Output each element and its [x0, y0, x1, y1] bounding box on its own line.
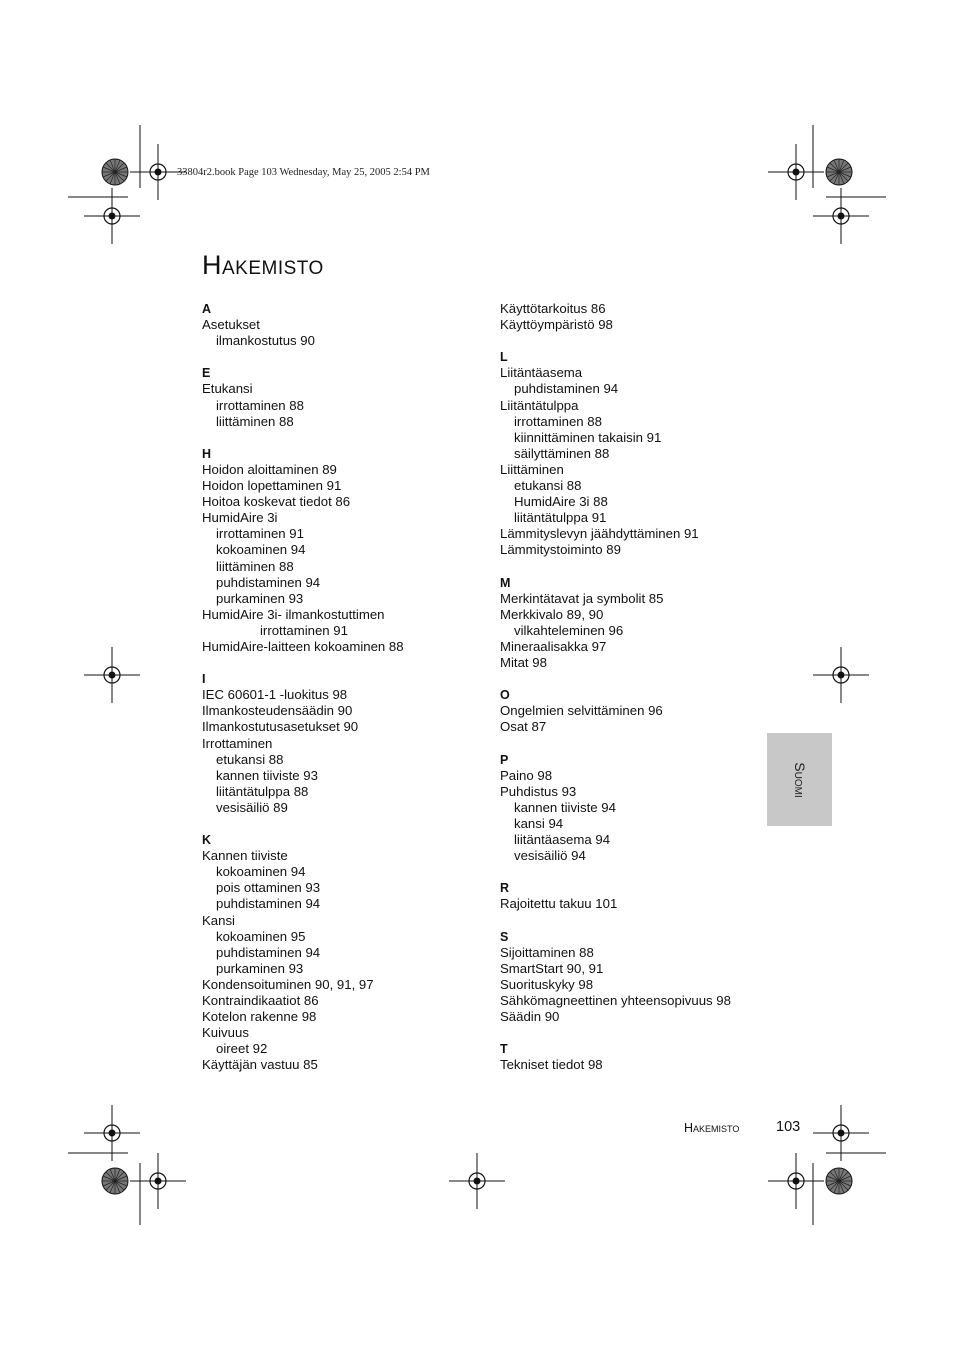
group-spacer — [500, 671, 770, 687]
index-entry: HumidAire 3i- ilmankostuttimen — [202, 606, 385, 622]
index-subentry: kannen tiiviste 93 — [216, 767, 318, 783]
index-subentry: kansi 94 — [514, 816, 564, 831]
index-entry: Kontraindikaatiot 86 — [202, 993, 319, 1009]
index-letter-heading: O — [500, 688, 510, 703]
language-tab — [767, 733, 832, 826]
index-entry: Asetukset — [202, 317, 260, 333]
index-entry: Etukansi — [202, 381, 253, 397]
index-entry: Irrottaminen — [202, 735, 273, 751]
index-letter-heading: H — [202, 446, 212, 461]
index-entry: Ongelmien selvittäminen 96 — [500, 703, 663, 719]
index-subentry: puhdistaminen 94 — [514, 381, 619, 397]
index-subentry: ilmankostutus 90 — [216, 333, 315, 349]
index-subentry: liitäntätulppa 88 — [216, 783, 309, 799]
index-entry: Ilmankosteudensäädin 90 — [202, 703, 353, 719]
group-spacer — [500, 913, 770, 929]
index-subentry: vesisäiliö 94 — [514, 848, 586, 864]
index-entry: Kuivuus — [202, 1025, 249, 1041]
index-subentry: irrottaminen 88 — [216, 397, 304, 413]
index-letter-heading: A — [202, 302, 212, 316]
footer-section-label: Hakemisto — [684, 1121, 740, 1135]
index-subentry: liitäntätulppa 91 — [514, 510, 607, 526]
group-spacer — [500, 864, 770, 880]
index-subentry: puhdistaminen 94 — [216, 896, 321, 912]
index-subentry: kokoaminen 94 — [216, 542, 306, 558]
index-letter-heading: M — [500, 575, 511, 590]
index-entry: IEC 60601-1 -luokitus 98 — [202, 687, 348, 703]
index-entry: Lämmityslevyn jäähdyttäminen 91 — [500, 526, 699, 542]
group-spacer — [500, 559, 770, 575]
page-title: Hakemisto — [202, 250, 324, 280]
index-entry: Merkkivalo 89, 90 — [500, 606, 604, 622]
index-entry: Suorituskyky 98 — [500, 976, 594, 992]
index-entry: Liitäntäasema — [500, 365, 583, 381]
index-entry: Säädin 90 — [500, 1009, 560, 1025]
index-entry: Lämmitystoiminto 89 — [500, 542, 621, 558]
index-entry: Kansi — [202, 912, 235, 928]
index-subentry: liittäminen 88 — [216, 558, 294, 574]
index-entry: Kondensoituminen 90, 91, 97 — [202, 976, 374, 992]
index-entry: Käyttöympäristö 98 — [500, 317, 613, 333]
group-spacer — [202, 816, 492, 832]
index-entry: Käyttötarkoitus 86 — [500, 301, 606, 316]
index-column-right — [500, 301, 770, 1074]
index-subentry: puhdistaminen 94 — [216, 574, 321, 590]
index-entry: Mitat 98 — [500, 655, 547, 671]
index-subentry: irrottaminen 91 — [260, 622, 348, 638]
index-subentry: liittäminen 88 — [216, 413, 294, 429]
index-entry: Hoitoa koskevat tiedot 86 — [202, 494, 351, 510]
index-entry: Mineraalisakka 97 — [500, 638, 607, 654]
index-column-left — [202, 301, 492, 1074]
index-entry: Kotelon rakenne 98 — [202, 1009, 317, 1025]
index-entry: Rajoitettu takuu 101 — [500, 896, 618, 912]
index-letter-heading: R — [500, 881, 510, 896]
index-subentry: kokoaminen 95 — [216, 928, 306, 944]
language-tab-label: Suomi — [791, 761, 808, 798]
index-letter-heading: K — [202, 833, 212, 848]
index-entry: Tekniset tiedot 98 — [500, 1057, 603, 1073]
index-letter-heading: P — [500, 752, 509, 767]
index-subentry: etukansi 88 — [514, 478, 582, 494]
group-spacer — [500, 1025, 770, 1041]
index-letter-heading: I — [202, 672, 206, 687]
index-subentry: liitäntäasema 94 — [514, 832, 611, 848]
index-entry: HumidAire-laitteen kokoaminen 88 — [202, 638, 404, 654]
index-subentry: puhdistaminen 94 — [216, 944, 321, 960]
index-subentry: kokoaminen 94 — [216, 864, 306, 880]
index-subentry: vesisäiliö 89 — [216, 799, 288, 815]
index-entry: Hoidon aloittaminen 89 — [202, 461, 337, 477]
group-spacer — [202, 655, 492, 671]
index-subentry: etukansi 88 — [216, 751, 284, 767]
index-subentry: irrottaminen 91 — [216, 526, 304, 542]
index-entry: Puhdistus 93 — [500, 783, 577, 799]
index-letter-heading: E — [202, 366, 211, 381]
index-entry: Liittäminen — [500, 461, 564, 477]
index-subentry: purkaminen 93 — [216, 590, 304, 606]
index-entry: SmartStart 90, 91 — [500, 960, 604, 976]
index-subentry: oireet 92 — [216, 1041, 268, 1057]
index-entry: Paino 98 — [500, 767, 553, 783]
index-entry: Hoidon lopettaminen 91 — [202, 478, 342, 494]
index-entry: Merkintätavat ja symbolit 85 — [500, 590, 664, 606]
index-entry: Osat 87 — [500, 719, 547, 735]
page-number: 103 — [776, 1119, 801, 1135]
index-entry: Kannen tiiviste — [202, 848, 288, 864]
index-entry: HumidAire 3i — [202, 510, 278, 526]
index-subentry: kannen tiiviste 94 — [514, 799, 616, 815]
index-letter-heading: L — [500, 350, 508, 365]
index-subentry: irrottaminen 88 — [514, 413, 602, 429]
index-subentry: purkaminen 93 — [216, 960, 304, 976]
index-subentry: säilyttäminen 88 — [514, 445, 610, 461]
index-entry: Ilmankostutusasetukset 90 — [202, 719, 359, 735]
index-letter-heading: S — [500, 929, 509, 944]
index-letter-heading: T — [500, 1042, 508, 1057]
group-spacer — [202, 349, 492, 365]
index-entry: Käyttäjän vastuu 85 — [202, 1057, 318, 1073]
index-subentry: pois ottaminen 93 — [216, 880, 321, 896]
index-entry: Liitäntätulppa — [500, 397, 579, 413]
index-subentry: vilkahteleminen 96 — [514, 622, 624, 638]
group-spacer — [500, 333, 770, 349]
index-entry: Sähkömagneettinen yhteensopivuus 98 — [500, 993, 731, 1009]
print-slug: 33804r2.book Page 103 Wednesday, May 25, 2005 2:54 PM — [177, 167, 430, 178]
group-spacer — [202, 430, 492, 446]
group-spacer — [500, 736, 770, 752]
index-entry: Sijoittaminen 88 — [500, 944, 594, 960]
index-subentry: HumidAire 3i 88 — [514, 494, 608, 510]
index-subentry: kiinnittäminen takaisin 91 — [514, 429, 662, 445]
